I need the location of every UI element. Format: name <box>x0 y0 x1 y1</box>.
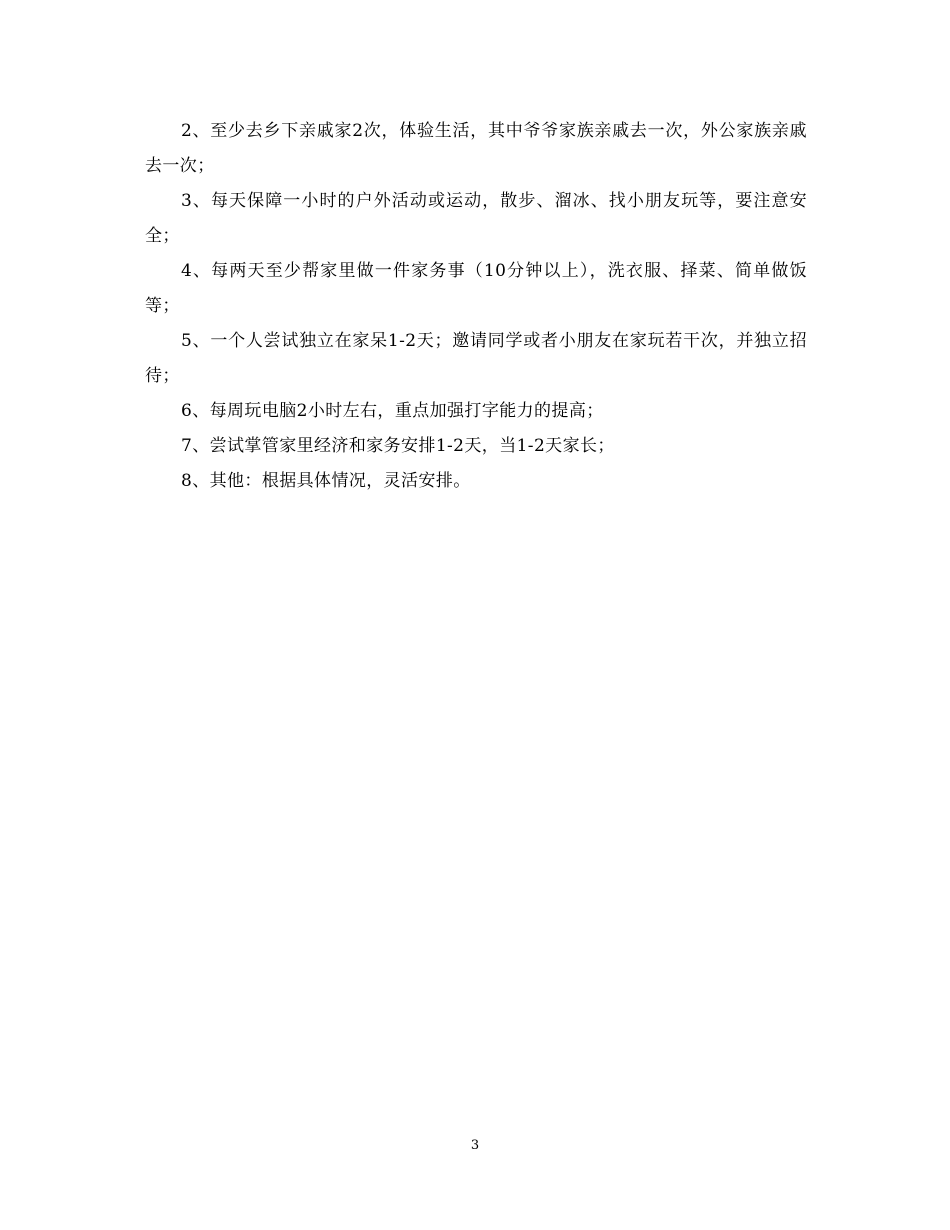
list-item-8: 8、其他：根据具体情况，灵活安排。 <box>181 471 471 491</box>
list-item-4: 4、每两天至少帮家里做一件家务事（10分钟以上），洗衣服、择菜、简单做饭等； <box>145 261 807 316</box>
page-number: 3 <box>470 1138 480 1153</box>
list-item-3: 3、每天保障一小时的户外活动或运动，散步、溜冰、找小朋友玩等，要注意安全； <box>145 191 807 246</box>
list-item-5: 5、一个人尝试独立在家呆1-2天；邀请同学或者小朋友在家玩若干次，并独立招待； <box>145 331 807 386</box>
list-item-6: 6、每周玩电脑2小时左右，重点加强打字能力的提高； <box>181 401 604 421</box>
list-item-7: 7、尝试掌管家里经济和家务安排1-2天，当1-2天家长； <box>181 436 615 456</box>
document-body <box>145 114 807 499</box>
list-item-2: 2、至少去乡下亲戚家2次，体验生活，其中爷爷家族亲戚去一次，外公家族亲戚去一次； <box>145 121 807 176</box>
